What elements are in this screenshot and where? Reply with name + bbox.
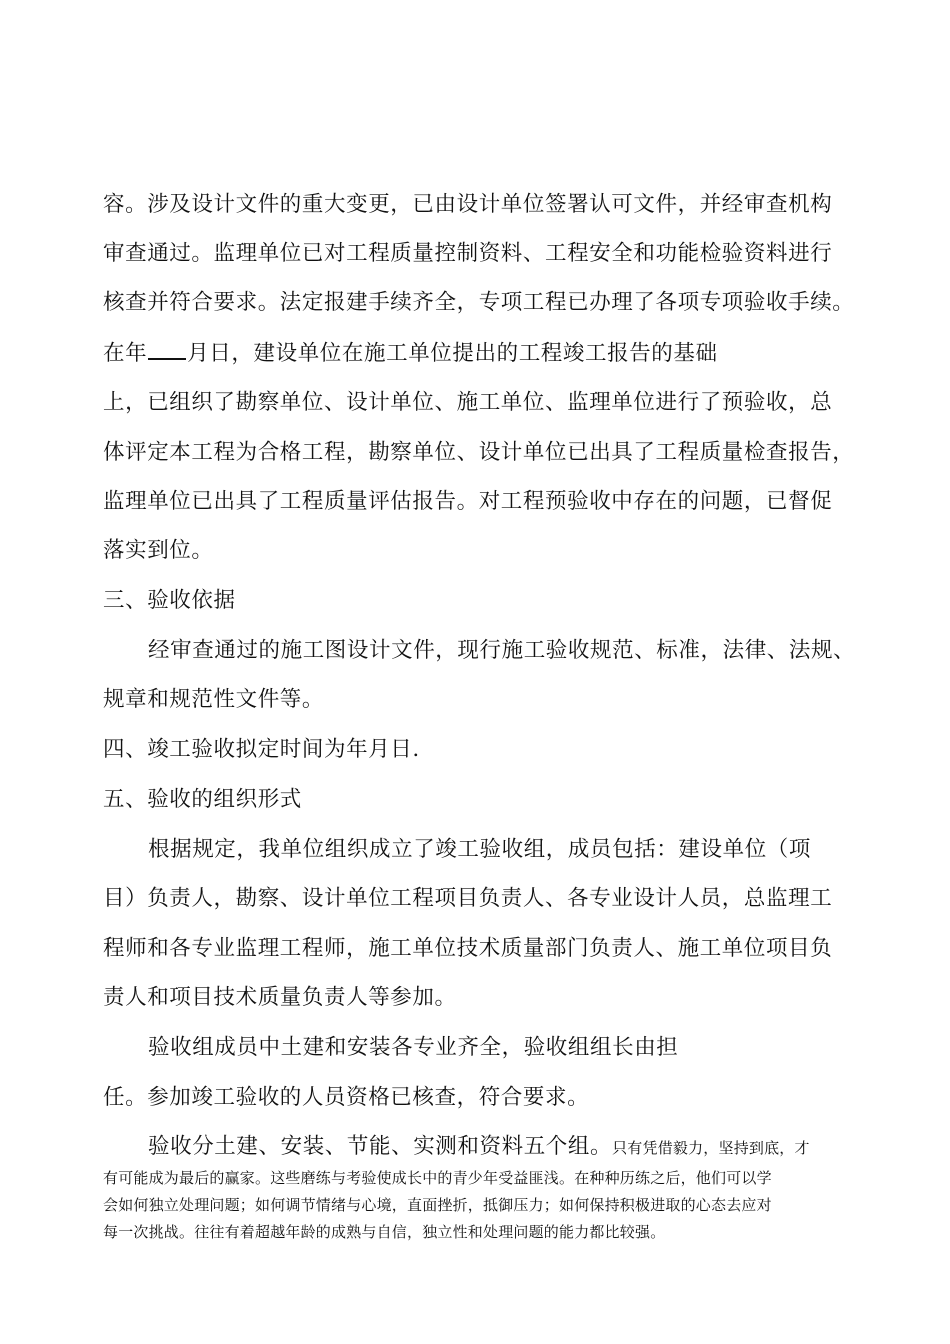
fill-in-blank xyxy=(148,338,186,360)
paragraph-line: 上，已组织了勘察单位、设计单位、施工单位、监理单位进行了预验收，总 xyxy=(103,390,833,415)
paragraph-line: 责人和项目技术质量负责人等参加。 xyxy=(103,985,457,1010)
small-paragraph-line: 会如何独立处理问题；如何调节情绪与心境，直面挫折，抵御压力；如何保持积极进取的心态去应对 xyxy=(103,1196,772,1214)
paragraph-line: 核查并符合要求。法定报建手续齐全，专项工程已办理了各项专项验收手续。 xyxy=(103,290,855,315)
paragraph-line: 经审查通过的施工图设计文件，现行施工验收规范、标准，法律、法规、 xyxy=(148,638,856,663)
paragraph-line: 审查通过。监理单位已对工程质量控制资料、工程安全和功能检验资料进行 xyxy=(103,241,833,266)
section-heading: 四、竣工验收拟定时间为年月日. xyxy=(103,737,420,762)
text-segment: 月日，建设单位在施工单位提出的工程竣工报告的基础 xyxy=(187,341,718,366)
paragraph-line: 验收组成员中土建和安装各专业齐全，验收组组长由担 xyxy=(148,1035,679,1060)
section-heading: 五、验收的组织形式 xyxy=(103,787,302,812)
paragraph-line: 监理单位已出具了工程质量评估报告。对工程预验收中存在的问题，已督促 xyxy=(103,489,833,514)
text-segment: 验收分土建、安装、节能、实测和资料五个组。 xyxy=(148,1134,613,1159)
text-segment: 在年 xyxy=(103,341,148,366)
section-heading: 三、验收依据 xyxy=(103,588,236,613)
paragraph-line-mixed xyxy=(148,1132,810,1163)
paragraph-line: 体评定本工程为合格工程，勘察单位、设计单位已出具了工程质量检查报告， xyxy=(103,440,855,465)
paragraph-line: 任。参加竣工验收的人员资格已核查，符合要求。 xyxy=(103,1085,590,1110)
paragraph-line: 容。涉及设计文件的重大变更，已由设计单位签署认可文件，并经审查机构 xyxy=(103,192,833,217)
paragraph-line: 目）负责人，勘察、设计单位工程项目负责人、各专业设计人员，总监理工 xyxy=(103,886,833,911)
paragraph-line: 规章和规范性文件等。 xyxy=(103,687,325,712)
text-segment-small: 只有凭借毅力，坚持到底，才 xyxy=(612,1139,810,1157)
paragraph-line: 落实到位。 xyxy=(103,538,214,563)
paragraph-line: 程师和各专业监理工程师，施工单位技术质量部门负责人、施工单位项目负 xyxy=(103,936,833,961)
small-paragraph-line: 每一次挑战。往往有着超越年龄的成熟与自信，独立性和处理问题的能力都比较强。 xyxy=(103,1223,666,1241)
paragraph-line: 根据规定，我单位组织成立了竣工验收组，成员包括：建设单位（项 xyxy=(148,837,812,862)
paragraph-line-with-blank xyxy=(103,338,718,369)
small-paragraph-line: 有可能成为最后的赢家。这些磨练与考验使成长中的青少年受益匪浅。在种种历练之后，他们可以学 xyxy=(103,1169,772,1187)
